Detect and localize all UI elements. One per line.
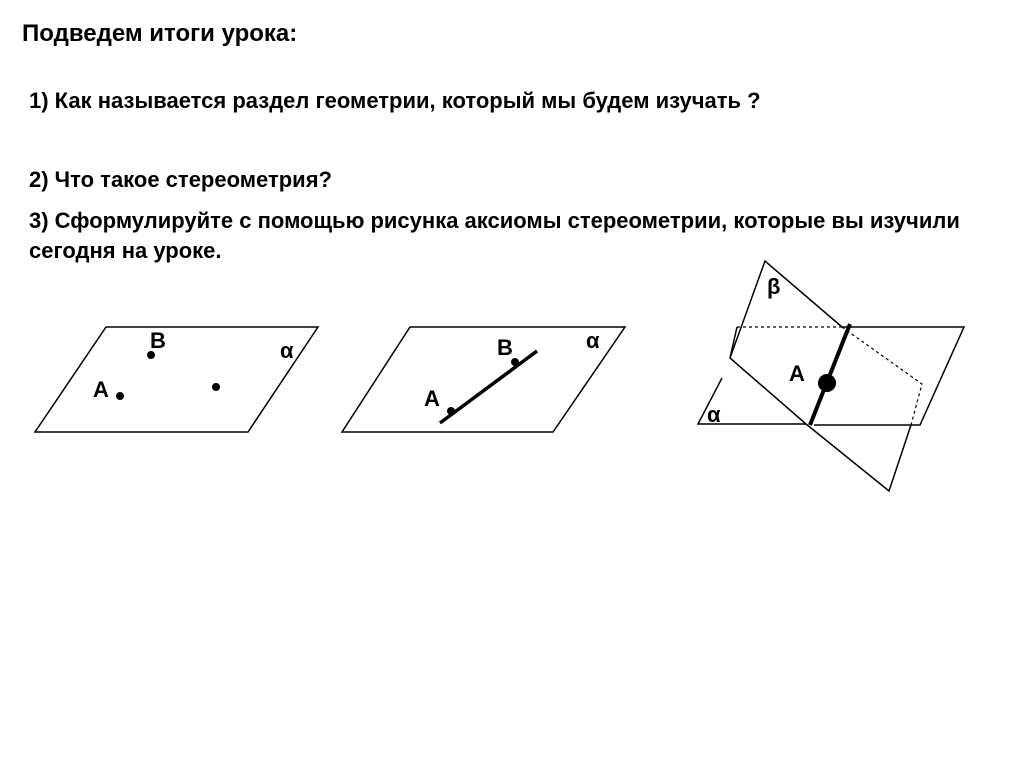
label-alpha-3: α <box>707 402 721 427</box>
plane-beta-edge-visible <box>730 261 911 491</box>
label-beta: β <box>767 274 781 299</box>
point-a-3 <box>818 374 836 392</box>
label-a-3: A <box>789 361 805 386</box>
point-a-2 <box>447 407 455 415</box>
plane-beta-edge-hidden <box>842 327 922 425</box>
intersection-line <box>810 324 850 425</box>
plane-alpha-2 <box>342 327 625 432</box>
slide-title: Подведем итоги урока: <box>22 20 298 47</box>
point-c-1 <box>212 383 220 391</box>
point-a-1 <box>116 392 124 400</box>
label-b-1: B <box>150 328 166 353</box>
plane-alpha-3-edge-visible <box>814 327 964 425</box>
label-alpha-1: α <box>280 338 294 363</box>
label-b-2: B <box>497 335 513 360</box>
label-a-1: A <box>93 377 109 402</box>
figure-line-in-plane <box>342 327 625 432</box>
figure-intersecting-planes <box>698 261 964 491</box>
question-3: 3) Сформулируйте с помощью рисунка аксиомы стереометрии, которые вы изучили сегодня на уроке. <box>29 208 960 263</box>
label-alpha-2: α <box>586 328 600 353</box>
figure-three-points <box>35 327 318 432</box>
question-2: 2) Что такое стереометрия? <box>29 167 332 192</box>
plane-alpha-1 <box>35 327 318 432</box>
label-a-2: A <box>424 386 440 411</box>
question-1: 1) Как называется раздел геометрии, который мы будем изучать ? <box>29 88 761 113</box>
